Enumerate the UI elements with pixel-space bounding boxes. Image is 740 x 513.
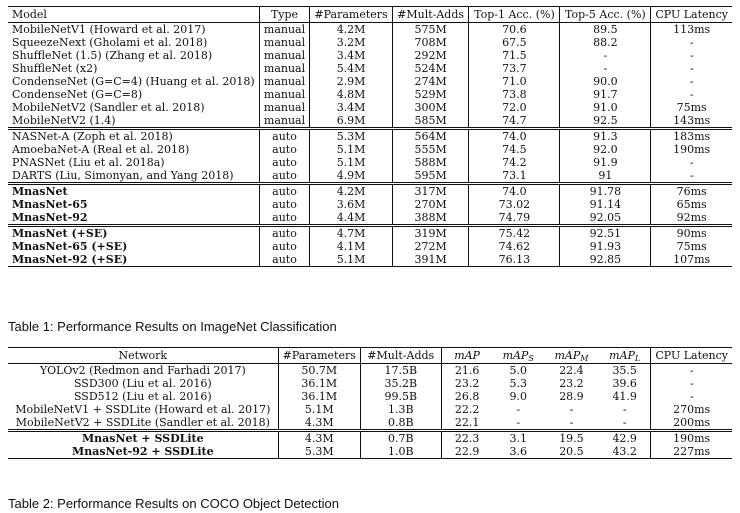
table-cell: CondenseNet (G=C=4) (Huang et al. 2018) [8,75,259,88]
table-cell: 5.4M [310,62,392,75]
table-cell: 39.6 [599,377,651,390]
table-cell: manual [259,88,310,101]
table-cell: MnasNet-92 + SSDLite [8,445,278,459]
table-cell: 91 [560,169,651,184]
table-cell: 200ms [673,416,711,429]
table-cell: - [569,416,574,429]
table-cell: SqueezeNext (Gholami et al. 2018) [8,36,259,49]
table-cell: 300M [392,101,469,114]
table-cell: 3.6 [509,445,527,458]
table-cell: 3.4M [310,101,392,114]
table-cell: MobileNetV1 + SSDLite (Howard et al. 2017) [8,403,278,416]
table-cell: 73.1 [469,169,560,184]
table-row [8,377,732,390]
table-cell: MnasNet (+SE) [8,226,259,241]
table-cell: auto [259,143,310,156]
table-header-row [8,348,732,364]
table-cell: 75ms [676,101,707,114]
table-cell: 3.4M [310,49,392,62]
table-cell: SSD300 (Liu et al. 2016) [8,377,278,390]
col-top1: Top-1 Acc. (%) [469,7,560,23]
coco-results-table [8,347,732,459]
table-cell: 555M [392,143,469,156]
table-cell: 90.0 [560,75,651,88]
table-cell: - [560,62,651,75]
table-cell: 99.5B [360,390,441,403]
col-map-l: mAP$_L$ [599,348,651,364]
table-cell: 3.6M [310,198,392,211]
table-cell: 89.5 [560,23,651,37]
table-cell: 92.51 [560,226,651,241]
table-cell: 183ms [673,130,711,143]
table-cell: 274M [392,75,469,88]
table-cell: manual [259,49,310,62]
table-cell: 319M [392,226,469,241]
table-row [8,416,732,431]
table-cell: 92ms [676,211,707,224]
table-cell: 76.13 [469,253,560,267]
table-cell: ShuffleNet (x2) [8,62,259,75]
col-top5: Top-5 Acc. (%) [560,7,651,23]
table-cell: manual [259,114,310,129]
table-cell: auto [259,226,310,241]
table-cell: manual [259,101,310,114]
table-cell: 90ms [676,227,707,240]
table-cell: 5.1M [310,253,392,267]
table-cell: 91.0 [560,101,651,114]
table-cell: manual [259,62,310,75]
table-cell: 91.7 [560,88,651,101]
table-row [8,114,732,129]
table-cell: AmoebaNet-A (Real et al. 2018) [8,143,259,156]
table-cell: 4.7M [310,226,392,241]
table-row [8,129,732,144]
table-cell: 91.93 [560,240,651,253]
table-cell: - [599,416,651,431]
table-cell: auto [259,129,310,144]
table-row [8,364,732,378]
table-cell: MobileNetV2 (Sandler et al. 2018) [8,101,259,114]
table-cell: 76ms [676,185,707,198]
table-cell: 91.78 [560,184,651,199]
table-cell: 5.0 [509,364,527,377]
table-row [8,240,732,253]
table-cell: 35.5 [599,364,651,378]
table-cell: manual [259,36,310,49]
table-cell: - [689,75,694,88]
table-cell: 17.5B [360,364,441,378]
table-cell: 4.4M [310,211,392,226]
table-cell: - [569,403,574,416]
table-cell: 65ms [676,198,707,211]
table-cell: 0.8B [360,416,441,431]
table-cell: 22.2 [454,403,480,416]
table-cell: manual [259,75,310,88]
table-cell: auto [259,253,310,267]
table-cell: 92.05 [560,211,651,226]
table-cell: - [516,403,521,416]
table-cell: 292M [392,49,469,62]
table-cell: 67.5 [469,36,560,49]
table-cell: manual [259,23,310,37]
table-cell: - [689,156,694,169]
table-row [8,198,732,211]
col-latency: CPU Latency [655,8,728,21]
col-params: #Parameters [310,7,392,23]
table-row [8,75,732,88]
table-cell: - [689,88,694,101]
table-cell: 22.4 [559,364,584,377]
col-type: Type [259,7,310,23]
table-cell: PNASNet (Liu et al. 2018a) [8,156,259,169]
table-cell: - [689,377,694,390]
table-cell: 91.9 [560,156,651,169]
table-cell: SSD512 (Liu et al. 2016) [8,390,278,403]
table-cell: ShuffleNet (1.5) (Zhang et al. 2018) [8,49,259,62]
table-row [8,403,732,416]
col-network: Network [8,348,278,364]
table-cell: 5.1M [278,403,360,416]
table-cell: 74.2 [469,156,560,169]
table-cell: 4.3M [278,416,360,431]
table-cell: 5.1M [310,156,392,169]
table-cell: 35.2B [360,377,441,390]
table-cell: 20.5 [559,445,584,458]
table-cell: - [599,403,651,416]
table-cell: auto [259,240,310,253]
table-cell: auto [259,211,310,226]
table-cell: 595M [392,169,469,184]
table-row [8,253,732,267]
table-cell: 3.1 [509,432,527,445]
table-cell: 1.0B [360,445,441,459]
table-cell: NASNet-A (Zoph et al. 2018) [8,129,259,144]
table-cell: 190ms [673,432,711,445]
table-cell: 71.5 [469,49,560,62]
table-cell: MnasNet-65 [8,198,259,211]
table-row [8,36,732,49]
table-cell: 73.8 [469,88,560,101]
table-header-row [8,7,732,23]
table-row [8,169,732,184]
col-params: #Parameters [278,348,360,364]
table-cell: - [689,36,694,49]
col-mult-adds: #Mult-Adds [360,348,441,364]
table-cell: 4.3M [278,431,360,446]
table-cell: 75ms [676,240,707,253]
table-cell: 708M [392,36,469,49]
table-cell: - [689,169,694,182]
table-cell: 113ms [673,23,711,36]
table2-caption: Table 2: Performance Results on COCO Object Detection [8,496,339,511]
table-cell: 4.2M [310,23,392,37]
table-cell: 36.1M [278,377,360,390]
table-cell: 28.9 [559,390,584,403]
col-model: Model [8,7,259,23]
table-cell: MnasNet-65 (+SE) [8,240,259,253]
table-row [8,23,732,37]
table-cell: 70.6 [469,23,560,37]
table-cell: MobileNetV2 (1.4) [8,114,259,129]
table-cell: 36.1M [278,390,360,403]
table-cell: 88.2 [560,36,651,49]
table-cell: 190ms [673,143,711,156]
table-row [8,49,732,62]
table-cell: - [560,49,651,62]
table-cell: 22.9 [454,445,480,458]
table-cell: 73.7 [469,62,560,75]
table-cell: 72.0 [469,101,560,114]
col-map: mAP [454,349,480,362]
table-row [8,101,732,114]
table-cell: 270M [392,198,469,211]
table-cell: auto [259,169,310,184]
table-cell: 5.3M [278,445,360,459]
table-cell: - [516,416,521,429]
table-cell: 270ms [673,403,711,416]
table-cell: 564M [392,129,469,144]
table-cell: 22.3 [454,432,480,445]
table-cell: MnasNet + SSDLite [8,431,278,446]
table-cell: 92.85 [560,253,651,267]
table-cell: 317M [392,184,469,199]
table-cell: 272M [392,240,469,253]
table-cell: 23.2 [454,377,480,390]
imagenet-results-table [8,6,732,267]
table-cell: 74.7 [469,114,560,129]
table-row [8,445,732,459]
table-cell: 4.2M [310,184,392,199]
table-cell: 74.62 [469,240,560,253]
table-cell: 588M [392,156,469,169]
table-cell: MobileNetV2 + SSDLite (Sandler et al. 2018) [8,416,278,431]
table-cell: 74.0 [469,184,560,199]
table-cell: 5.3M [310,129,392,144]
table-cell: MnasNet-92 (+SE) [8,253,259,267]
table-row [8,143,732,156]
table-cell: 6.9M [310,114,392,129]
table-cell: - [689,62,694,75]
table1-caption: Table 1: Performance Results on ImageNet Classification [8,319,337,334]
table-cell: 26.8 [454,390,480,403]
col-map-s: mAP$_S$ [502,349,534,363]
table-cell: 1.3B [360,403,441,416]
table-cell: auto [259,184,310,199]
table-cell: 0.7B [360,431,441,446]
table-cell: - [689,390,694,403]
col-latency: CPU Latency [655,349,728,362]
table-cell: 50.7M [278,364,360,378]
table-cell: 74.79 [469,211,560,226]
table-cell: 92.0 [560,143,651,156]
table-row [8,156,732,169]
table-cell: YOLOv2 (Redmon and Farhadi 2017) [8,364,278,378]
table-cell: 19.5 [559,432,584,445]
table-cell: 4.8M [310,88,392,101]
table-cell: 71.0 [469,75,560,88]
table-row [8,88,732,101]
table-cell: 22.1 [454,416,480,429]
table-cell: 388M [392,211,469,226]
table-cell: - [689,49,694,62]
table-cell: 227ms [673,445,711,458]
table-cell: 75.42 [469,226,560,241]
table-cell: 41.9 [599,390,651,403]
table-cell: - [689,364,694,377]
table-cell: 91.3 [560,129,651,144]
table-cell: MnasNet [8,184,259,199]
table-cell: MobileNetV1 (Howard et al. 2017) [8,23,259,37]
col-map-m: mAP$_M$ [554,349,589,363]
table-cell: 575M [392,23,469,37]
table-cell: 9.0 [509,390,527,403]
table-cell: 529M [392,88,469,101]
table-cell: CondenseNet (G=C=8) [8,88,259,101]
table-cell: 391M [392,253,469,267]
table-cell: 107ms [673,253,711,266]
table-row [8,211,732,226]
table-cell: 4.1M [310,240,392,253]
table-cell: 524M [392,62,469,75]
table-cell: 43.2 [599,445,651,459]
table-row [8,226,732,241]
table-cell: 91.14 [560,198,651,211]
table-cell: 2.9M [310,75,392,88]
table-cell: 73.02 [469,198,560,211]
table-cell: 23.2 [559,377,584,390]
table-row [8,390,732,403]
table-cell: 74.0 [469,129,560,144]
table-cell: 92.5 [560,114,651,129]
table-cell: auto [259,198,310,211]
table-cell: 5.3 [509,377,527,390]
table-cell: DARTS (Liu, Simonyan, and Yang 2018) [8,169,259,184]
table-cell: 585M [392,114,469,129]
table-row [8,184,732,199]
table-cell: 143ms [673,114,711,127]
col-mult-adds: #Mult-Adds [392,7,469,23]
table-row [8,62,732,75]
table-cell: 74.5 [469,143,560,156]
table-cell: 42.9 [599,431,651,446]
table-cell: MnasNet-92 [8,211,259,226]
table-cell: 5.1M [310,143,392,156]
table-cell: 4.9M [310,169,392,184]
table-cell: auto [259,156,310,169]
table-row [8,431,732,446]
table-cell: 3.2M [310,36,392,49]
table-cell: 21.6 [454,364,480,377]
